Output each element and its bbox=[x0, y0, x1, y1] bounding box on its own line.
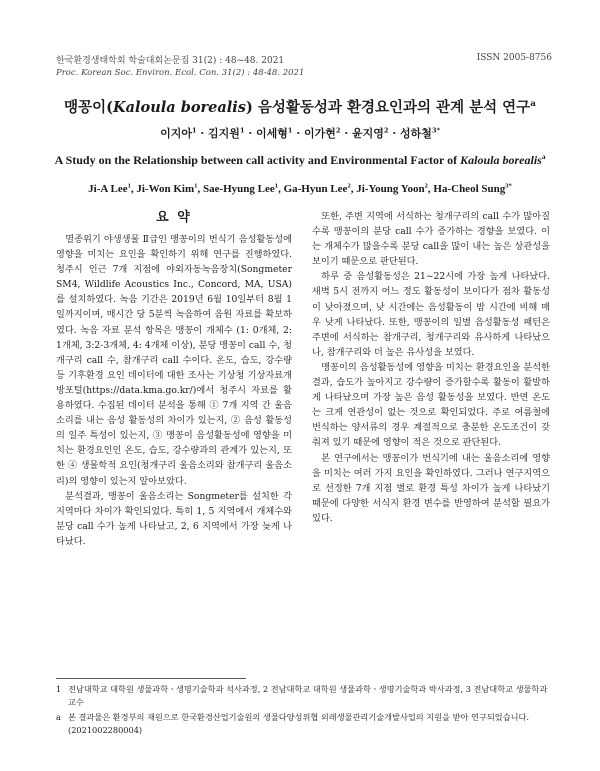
body-paragraph: 분석결과, 맹꽁이 울음소리는 Songmeter를 설치한 각 지역마다 차이가 확인되었다. 특히 1, 5 지역에서 개체수와 분당 call 수가 높게 나타났고, 2, 6 지역에서 가장 늦게 나타났다. bbox=[56, 490, 292, 547]
author-en: Ji-Young Yoon$^2$ bbox=[356, 182, 428, 195]
title-ko-footnote-mark: a bbox=[530, 99, 536, 110]
journal-citation-ko: 한국환경생태학회 학술대회논문집 31(2) : 48~48. 2021 bbox=[56, 56, 285, 66]
body-paragraph: 멸종위기 야생생물 Ⅱ급인 맹꽁이의 번식기 음성활동성에 영향을 미치는 요인을 확인하기 위해 연구를 진행하였다. 청주시 인근 7개 지점에 야외자동녹음장치(Songmeter SM4, Wildlife Acoustics Inc., Concord, MA, USA)를 설치하였다. 녹음 기간은 2019년 6월 10일부터 8월 1일까지이며, 매시간 당 5분씩 녹음하여 음원 자료를 확보하였다. 녹음 자료 분석 항목은 맹꽁이 개체수 (1: 0개체, 2: 1개체, 3:2-3개체, 4: 4개체 이상), 분당 맹꽁이 call 수, 청개구리 call 수, 참개구리 call 수이다. 온도, 습도, 강수량 등 기후환경 요인 데이터에 대한 조사는 기상청 기상자료개방포털(https://data.kma.go.kr/)에서 청주시 자료를 활용하였다. 수집된 데이터 분석을 통해 ① 7개 지역 간 울음소리를 내는 음성 활동성의 차이가 있는지, ② 음성 활동성의 일주 특성이 있는지, ③ 맹꽁이 음성활동성에 영향을 미치는 환경요인인 온도, 습도, 강수량과의 관계가 있는지, 또한 ④ 생물학적 요인(청개구리 울음소리와 참개구리 울음소리)의 영향이 있는지 알아보았다. bbox=[56, 234, 292, 487]
author-en: Ji-A Lee$^1$ bbox=[88, 182, 131, 195]
title-ko-suffix: ) 음성활동성과 환경요인과의 관계 분석 연구 bbox=[245, 99, 531, 116]
author-ko: 성하철$^{3*}$ bbox=[399, 126, 440, 140]
body-column-right bbox=[312, 209, 550, 526]
journal-citation-en: Proc. Korean Soc. Environ. Ecol. Con. 31(2) : 48-48. 2021 bbox=[56, 68, 305, 78]
footnote-mark: 1 bbox=[56, 684, 62, 694]
abstract-heading: 요 약 bbox=[156, 210, 192, 225]
footnote-divider bbox=[56, 678, 246, 679]
body-column-left bbox=[56, 232, 292, 549]
author-ko: 윤지영$^2$ bbox=[352, 126, 389, 140]
author-en: Ga-Hyun Lee$^2$ bbox=[283, 182, 351, 195]
body-paragraph: 본 연구에서는 맹꽁이가 번식기에 내는 울음소리에 영향을 미치는 여러 가지 요인을 확인하였다. 그러나 연구지역으로 선정한 7개 지점 별로 환경 특성 차이가 높게 나타났기 때문에 다양한 서식지 환경 변수를 반영하여 분석할 필요가 있다. bbox=[312, 452, 550, 524]
title-en-species: Kaloula borealis bbox=[460, 153, 542, 167]
footnote-mark: a bbox=[56, 712, 61, 722]
title-ko-species: Kaloula borealis bbox=[113, 99, 246, 116]
title-en-prefix: A Study on the Relationship between call activity and Environmental Factor of bbox=[54, 153, 461, 167]
issn: ISSN 2005-8756 bbox=[476, 53, 552, 63]
title-korean bbox=[0, 96, 600, 117]
footnote-text: 본 결과물은 환경부의 재원으로 한국환경산업기술원의 생물다양성위협 외래생물관리기술개발사업의 지원을 받아 연구되었습니다. (2021002280004) bbox=[68, 712, 530, 735]
footnote-funding bbox=[56, 711, 552, 737]
author-en: Ha-Cheol Sung$^{3*}$ bbox=[433, 182, 512, 195]
author-en: Ji-Won Kim$^1$ bbox=[136, 182, 198, 195]
author-ko: 이지아$^1$ bbox=[160, 126, 197, 140]
body-paragraph: 맹꽁이의 음성활동성에 영향을 미치는 환경요인을 분석한 결과, 습도가 높아지고 강수량이 증가할수록 활동이 활발하게 나타났으며 가장 높은 음성 활동성을 보였다. 반면 온도는 크게 연관성이 없는 것으로 확인되었다. 주로 여름철에 번식하는 양서류의 경우 계절적으로 충분한 온도조건이 갖춰져 있기 때문에 영향이 적은 것으로 판단된다. bbox=[312, 361, 550, 449]
journal-header bbox=[56, 53, 552, 66]
author-en: Sae-Hyung Lee$^1$ bbox=[202, 182, 279, 195]
title-english bbox=[0, 153, 600, 168]
title-en-footnote-mark: a bbox=[541, 153, 546, 161]
title-ko-prefix: 맹꽁이( bbox=[64, 99, 114, 116]
footnote-affiliations bbox=[56, 683, 552, 709]
footnote-text: 전남대학교 대학원 생물과학ㆍ생명기술학과 석사과정, 2 전남대학교 대학원 생물과학ㆍ생명기술학과 박사과정, 3 전남대학교 생물학과 교수 bbox=[68, 684, 548, 707]
body-paragraph: 또한, 주변 지역에 서식하는 청개구리의 call 수가 많아질수록 맹꽁이의 분당 call 수가 증가하는 경향을 보였다. 이는 개체수가 많을수록 분당 call을 많이 내는 높은 상관성을 보이기 때문으로 판단된다. bbox=[312, 211, 550, 268]
authors-english: Ji-A Lee$^1$, Ji-Won Kim$^1$, Sae-Hyung Lee$^1$, Ga-Hyun Lee$^2$, Ji-Young Yoon$^2$, Ha-Cheol Sung$^{3*}$ bbox=[88, 182, 512, 195]
author-ko: 김지원$^1$ bbox=[208, 126, 245, 140]
authors-korean: 이지아$^1$ · 김지원$^1$ · 이세형$^1$ · 이가현$^2$ · 윤지영$^2$ · 성하철$^{3*}$ bbox=[160, 126, 440, 140]
author-ko: 이세형$^1$ bbox=[256, 126, 293, 140]
body-paragraph: 하루 중 음성활동성은 21~22시에 가장 높게 나타났다. 새벽 5시 전까지 어느 정도 활동성이 보이다가 점차 활동성이 낮아졌으며, 낮 시간에는 음성활동이 밤 시간에 비해 매우 낮게 나타났다. 또한, 맹꽁이의 일별 음성활동성 패턴은 주변에 서식하는 참개구리, 청개구리와 유사하게 나타났으나, 참개구리와 더 높은 유사성을 보였다. bbox=[312, 271, 550, 358]
author-ko: 이가현$^2$ bbox=[304, 126, 341, 140]
